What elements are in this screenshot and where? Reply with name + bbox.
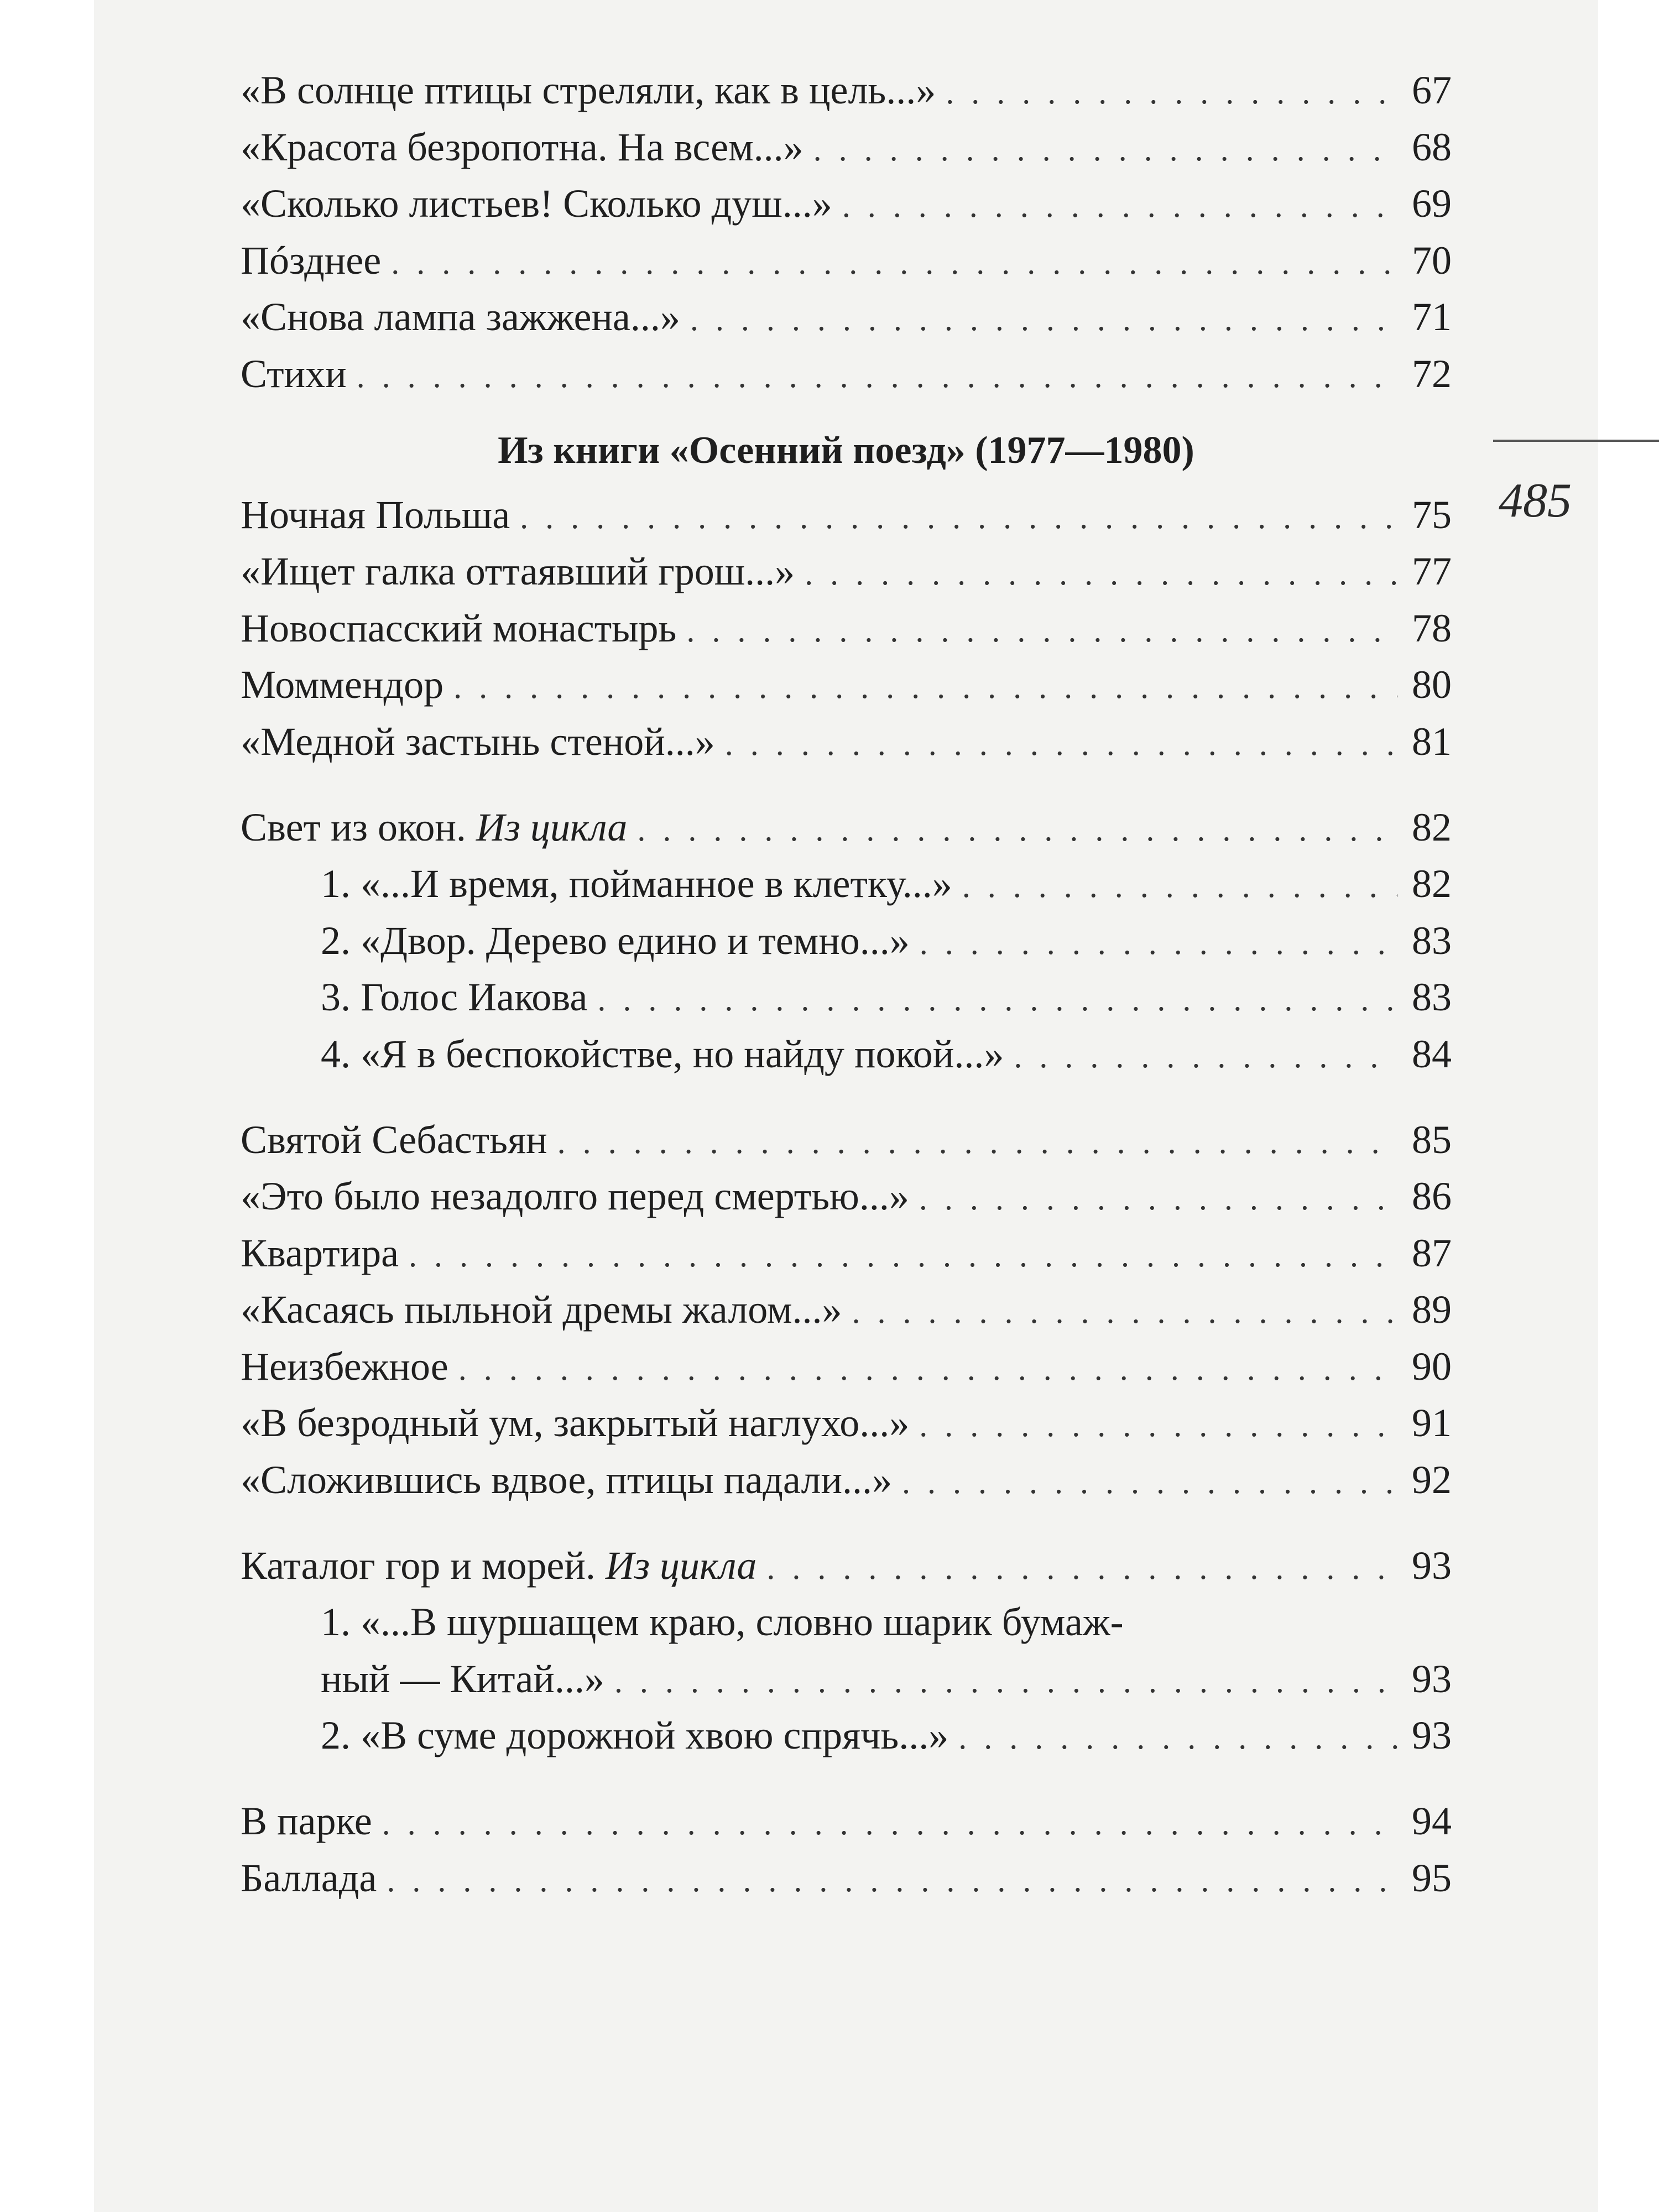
entry-title: «Снова лампа зажжена...» [241,295,680,340]
toc-entry [241,713,1452,770]
dot-leader [387,1852,1397,1909]
toc-entry [241,62,1452,119]
toc-subentry [241,1026,1452,1083]
entry-page: 85 [1412,1117,1452,1162]
toc-entry [241,119,1452,176]
entry-page: 81 [1412,719,1452,764]
toc-cycle-entry [241,1537,1452,1594]
entry-page: 95 [1412,1855,1452,1900]
entry-title: В парке [241,1799,372,1844]
section-heading: Из книги «Осенний поезд» (1977—1980) [498,429,1194,472]
entry-page: 93 [1412,1713,1452,1758]
entry-page: 83 [1412,918,1452,963]
entry-page: 92 [1412,1458,1452,1503]
dot-leader [597,971,1397,1028]
toc-entry [241,1395,1452,1452]
dot-leader [902,1454,1397,1511]
toc-entry [241,1850,1452,1907]
entry-title: «Красота безропотна. На всем...» [241,124,804,169]
dot-leader [357,348,1397,405]
toc-entry [241,346,1452,403]
table-of-contents [241,62,1452,1906]
entry-page: 68 [1412,124,1452,169]
dot-leader [725,716,1397,773]
entry-note: Из цикла [476,805,628,849]
toc-subentry [241,855,1452,912]
toc-entry [241,1168,1452,1225]
toc-entry [241,656,1452,713]
entry-title: «Сколько листьев! Сколько душ...» [241,181,832,226]
entry-title: «Сложившись вдвое, птицы падали...» [241,1458,892,1503]
entry-title: Пóзднее [241,238,382,283]
entry-title: 2. «В суме дорожной хвою спрячь...» [321,1713,949,1758]
toc-cycle-entry [241,799,1452,856]
entry-title: Ночная Польша [241,492,510,537]
dot-leader [852,1284,1397,1340]
entry-title: ный — Китай...» [321,1656,604,1701]
entry-title: Каталог гор и морей. [241,1543,596,1588]
toc-entry [241,487,1452,544]
entry-title: «Это было незадолго перед смертью...» [241,1174,909,1219]
entry-page: 80 [1412,662,1452,707]
dot-leader [920,915,1397,972]
toc-entry [241,232,1452,289]
toc-subentry [241,912,1452,969]
toc-subentry [241,969,1452,1026]
entry-page: 93 [1412,1543,1452,1588]
dot-leader [690,291,1397,348]
toc-entry [241,1225,1452,1282]
dot-leader [458,1340,1397,1397]
entry-page: 89 [1412,1287,1452,1332]
dot-leader [919,1170,1397,1227]
entry-title: Новоспасский монастырь [241,606,677,650]
entry-page: 94 [1412,1799,1452,1844]
entry-page: 71 [1412,295,1452,340]
page-number: 485 [1499,474,1572,528]
dot-leader [614,1653,1397,1710]
toc-group-3 [241,1112,1452,1509]
entry-page: 69 [1412,181,1452,226]
toc-subentry [241,1594,1452,1651]
entry-title: 3. Голос Иакова [321,975,588,1020]
entry-title: Квартира [241,1230,399,1275]
entry-page: 82 [1412,862,1452,906]
dot-leader [958,1709,1397,1766]
entry-title: Стихи [241,351,347,396]
toc-entry [241,543,1452,600]
entry-page: 93 [1412,1656,1452,1701]
dot-leader [962,858,1397,915]
toc-cycle-1-items [241,855,1452,1082]
entry-title: «Ищет галка оттаявший грош...» [241,549,795,594]
entry-title: Моммендор [241,662,444,707]
toc-entry [241,175,1452,232]
dot-leader [409,1227,1397,1284]
entry-page: 84 [1412,1031,1452,1076]
toc-entry [241,1281,1452,1338]
entry-title: 4. «Я в беспокойстве, но найду покой...» [321,1031,1004,1076]
entry-title: «В безродный ум, закрытый наглухо...» [241,1401,910,1446]
margin-rule [1493,440,1659,442]
entry-page: 90 [1412,1344,1452,1389]
entry-page: 82 [1412,805,1452,849]
entry-page: 87 [1412,1230,1452,1275]
entry-title: Святой Себастьян [241,1117,547,1162]
toc-subentry [241,1707,1452,1764]
entry-page: 67 [1412,68,1452,112]
entry-title: Свет из окон. [241,805,466,849]
dot-leader [805,545,1397,602]
entry-title: 1. «...В шуршащем краю, словно шарик бумаж- [321,1600,1124,1645]
toc-entry [241,1338,1452,1395]
dot-leader [813,121,1397,178]
dot-leader [391,234,1397,291]
entry-page: 83 [1412,975,1452,1020]
dot-leader [453,659,1397,716]
toc-entry [241,1452,1452,1509]
toc-group-2 [241,487,1452,770]
entry-page: 91 [1412,1401,1452,1446]
toc-entry [241,1793,1452,1850]
entry-page: 77 [1412,549,1452,594]
book-page [94,0,1598,2212]
toc-entry [241,600,1452,657]
entry-page: 75 [1412,492,1452,537]
entry-page: 78 [1412,606,1452,650]
dot-leader [520,489,1397,546]
entry-page: 70 [1412,238,1452,283]
toc-entry [241,1112,1452,1168]
entry-page: 86 [1412,1174,1452,1219]
dot-leader [766,1540,1397,1597]
entry-title: «В солнце птицы стреляли, как в цель...» [241,68,936,112]
toc-subentry [241,1651,1452,1708]
dot-leader [842,178,1397,234]
entry-page: 72 [1412,351,1452,396]
entry-title: 2. «Двор. Дерево едино и темно...» [321,918,910,963]
dot-leader [557,1114,1397,1171]
entry-title: «Медной застынь стеной...» [241,719,715,764]
dot-leader [637,801,1397,858]
entry-title: «Касаясь пыльной дремы жалом...» [241,1287,842,1332]
dot-leader [686,602,1397,659]
entry-note: Из цикла [605,1543,757,1588]
dot-leader [919,1397,1397,1454]
entry-title: Баллада [241,1855,377,1900]
dot-leader [382,1795,1397,1852]
entry-title: 1. «...И время, пойманное в клетку...» [321,862,952,906]
toc-entry [241,289,1452,346]
dot-leader [946,64,1397,121]
toc-group-1 [241,62,1452,403]
toc-group-4 [241,1793,1452,1906]
entry-title: Неизбежное [241,1344,448,1389]
dot-leader [1014,1028,1397,1085]
